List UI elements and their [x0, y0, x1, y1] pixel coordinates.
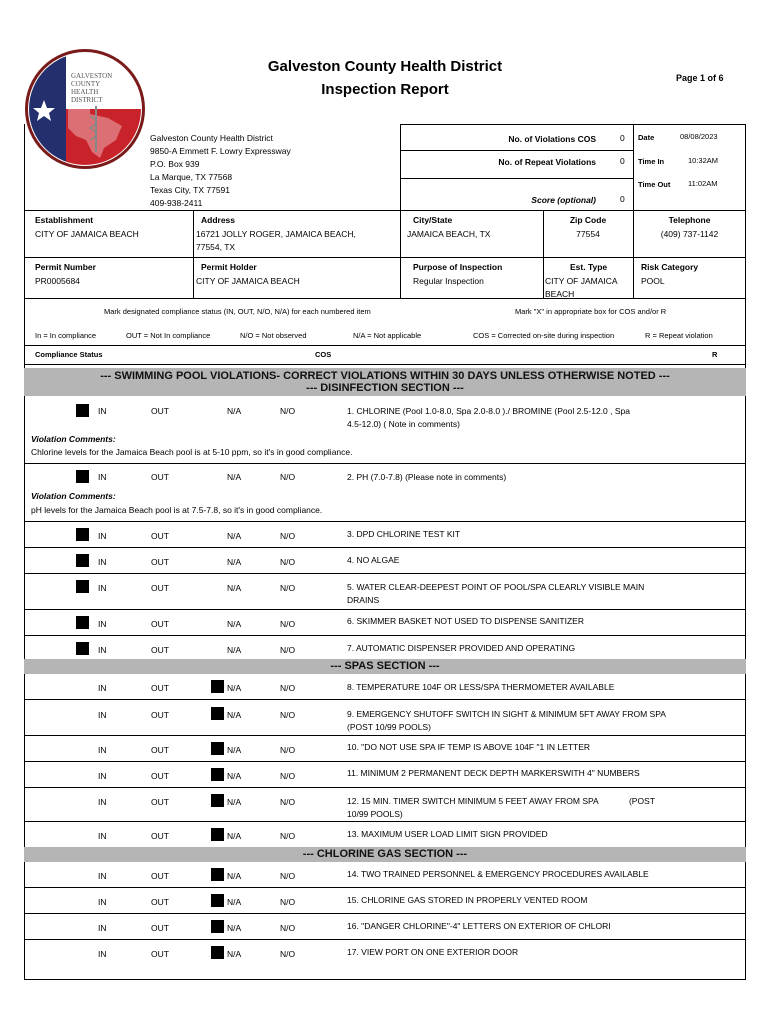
- inspection-item-15: [24, 888, 746, 914]
- status-no: N/O: [280, 645, 296, 655]
- inspection-item-5: [24, 574, 746, 610]
- violation-comment: Chlorine levels for the Jamaica Beach pool is at 5-10 ppm, so it's in good compliance.: [31, 447, 353, 457]
- address-value: 16721 JOLLY ROGER, JAMAICA BEACH, 77554, TX: [196, 229, 356, 252]
- legend-r: R = Repeat violation: [645, 331, 713, 340]
- status-in: IN: [98, 710, 107, 720]
- inspection-item-4: [24, 548, 746, 574]
- inspection-item-17: [24, 940, 746, 980]
- status-no: N/O: [280, 897, 296, 907]
- status-in: IN: [98, 797, 107, 807]
- inspection-item-16: [24, 914, 746, 940]
- telephone-value: (409) 737-1142: [660, 229, 719, 239]
- legend-mark-status: Mark designated compliance status (IN, OUT, N/O, N/A) for each numbered item: [104, 307, 371, 316]
- risk-header: Risk Category: [641, 262, 699, 272]
- item-description: 15. CHLORINE GAS STORED IN PROPERLY VENTED ROOM: [347, 895, 588, 905]
- repeat-count-value: 0: [620, 156, 625, 166]
- na-checkbox[interactable]: [211, 946, 224, 959]
- status-na: N/A: [227, 406, 242, 416]
- status-out: OUT: [151, 619, 169, 629]
- establishment-header: Establishment: [35, 215, 94, 225]
- item-description: 17. VIEW PORT ON ONE EXTERIOR DOOR: [347, 947, 519, 957]
- status-na: N/A: [227, 645, 242, 655]
- legend-na: N/A = Not applicable: [353, 331, 422, 340]
- status-no: N/O: [280, 871, 296, 881]
- divider: [24, 345, 746, 346]
- score-label: Score (optional): [531, 195, 596, 205]
- status-na: N/A: [227, 472, 242, 482]
- status-in: IN: [98, 557, 107, 567]
- risk-value: POOL: [641, 276, 665, 286]
- divider: [400, 210, 401, 298]
- status-no: N/O: [280, 745, 296, 755]
- item-description: 12. 15 MIN. TIMER SWITCH MINIMUM 5 FEET AWAY FROM SPA (POST 10/99 POOLS): [347, 796, 655, 819]
- status-na: N/A: [227, 949, 242, 959]
- status-out: OUT: [151, 557, 169, 567]
- status-na: N/A: [227, 745, 242, 755]
- item-description: 9. EMERGENCY SHUTOFF SWITCH IN SIGHT & MINIMUM 5FT AWAY FROM SPA (POST 10/99 POOLS): [347, 709, 666, 732]
- item-description: 1. CHLORINE (Pool 1.0-8.0, Spa 2.0-8.0 )./ BROMINE (Pool 2.5-12.0 , Spa 4.5-12.0) ( Note in comments): [347, 406, 630, 429]
- zip-value: 77554: [576, 229, 600, 239]
- na-checkbox[interactable]: [211, 894, 224, 907]
- status-no: N/O: [280, 949, 296, 959]
- na-checkbox[interactable]: [211, 920, 224, 933]
- status-no: N/O: [280, 710, 296, 720]
- inspection-item-9: [24, 700, 746, 736]
- in-checkbox[interactable]: [76, 616, 89, 629]
- status-na: N/A: [227, 897, 242, 907]
- status-no: N/O: [280, 797, 296, 807]
- r-column-header: R: [712, 350, 718, 359]
- item-description: 10. "DO NOT USE SPA IF TEMP IS ABOVE 104F "1 IN LETTER: [347, 742, 591, 752]
- status-na: N/A: [227, 871, 242, 881]
- permit-holder-value: CITY OF JAMAICA BEACH: [196, 276, 300, 286]
- agency-address: Galveston County Health District 9850-A Emmett F. Lowry Expressway P.O. Box 939 La Marque, TX 77568 Texas City, TX 77591 409-938-2411: [150, 133, 291, 208]
- status-in: IN: [98, 683, 107, 693]
- status-out: OUT: [151, 583, 169, 593]
- in-checkbox[interactable]: [76, 580, 89, 593]
- time-out-value: 11:02AM: [688, 179, 718, 188]
- item-description: 6. SKIMMER BASKET NOT USED TO DISPENSE SANITIZER: [347, 616, 584, 626]
- status-out: OUT: [151, 871, 169, 881]
- divider: [400, 178, 633, 179]
- legend-out: OUT = Not In compliance: [126, 331, 211, 340]
- violation-comment: pH levels for the Jamaica Beach pool is at 7.5-7.8, so it's in good compliance.: [31, 505, 323, 515]
- status-out: OUT: [151, 683, 169, 693]
- item-description: 8. TEMPERATURE 104F OR LESS/SPA THERMOMETER AVAILABLE: [347, 682, 615, 692]
- inspection-item-11: [24, 762, 746, 788]
- address-header: Address: [201, 215, 236, 225]
- compliance-status-header: Compliance Status: [35, 350, 103, 359]
- status-in: IN: [98, 645, 107, 655]
- status-na: N/A: [227, 771, 242, 781]
- divider: [24, 298, 746, 299]
- status-no: N/O: [280, 831, 296, 841]
- status-in: IN: [98, 871, 107, 881]
- in-checkbox[interactable]: [76, 470, 89, 483]
- divider: [400, 124, 746, 125]
- logo-text: DISTRICT: [71, 96, 103, 104]
- in-checkbox[interactable]: [76, 554, 89, 567]
- status-out: OUT: [151, 645, 169, 655]
- inspection-item-13: [24, 822, 746, 847]
- page-number: Page 1 of 6: [676, 73, 724, 83]
- permit-number-header: Permit Number: [35, 262, 96, 272]
- status-na: N/A: [227, 531, 242, 541]
- status-na: N/A: [227, 619, 242, 629]
- legend-no: N/O = Not observed: [240, 331, 307, 340]
- status-out: OUT: [151, 771, 169, 781]
- cos-column-header: COS: [315, 350, 332, 359]
- na-checkbox[interactable]: [211, 707, 224, 720]
- divider: [24, 257, 746, 258]
- time-in-label: Time In: [638, 157, 665, 166]
- purpose-value: Regular Inspection: [413, 276, 484, 286]
- date-value: 08/08/2023: [680, 132, 718, 141]
- inspection-item-2: [24, 464, 746, 522]
- section-header-spas: --- SPAS SECTION ---: [24, 659, 746, 674]
- establishment-value: CITY OF JAMAICA BEACH: [35, 229, 139, 239]
- score-value: 0: [620, 194, 625, 204]
- status-no: N/O: [280, 923, 296, 933]
- divider: [24, 364, 746, 365]
- status-no: N/O: [280, 472, 296, 482]
- inspection-item-12: [24, 788, 746, 822]
- item-description: 5. WATER CLEAR-DEEPEST POINT OF POOL/SPA CLEARLY VISIBLE MAIN DRAINS: [347, 582, 645, 605]
- divider: [193, 210, 194, 298]
- city-header: City/State: [413, 215, 453, 225]
- status-out: OUT: [151, 531, 169, 541]
- status-no: N/O: [280, 557, 296, 567]
- item-description: 11. MINIMUM 2 PERMANENT DECK DEPTH MARKERSWITH 4" NUMBERS: [347, 768, 640, 778]
- item-description: 16. "DANGER CHLORINE"-4" LETTERS ON EXTERIOR OF CHLORI: [347, 921, 611, 931]
- item-description: 13. MAXIMUM USER LOAD LIMIT SIGN PROVIDED: [347, 829, 548, 839]
- status-no: N/O: [280, 406, 296, 416]
- in-checkbox[interactable]: [76, 642, 89, 655]
- divider: [24, 210, 746, 211]
- status-in: IN: [98, 923, 107, 933]
- na-checkbox[interactable]: [211, 868, 224, 881]
- status-na: N/A: [227, 710, 242, 720]
- zip-header: Zip Code: [569, 215, 607, 225]
- item-description: 7. AUTOMATIC DISPENSER PROVIDED AND OPERATING: [347, 643, 576, 653]
- status-in: IN: [98, 831, 107, 841]
- status-na: N/A: [227, 831, 242, 841]
- status-in: IN: [98, 583, 107, 593]
- report-title: Galveston County Health District: [267, 58, 503, 75]
- purpose-header: Purpose of Inspection: [413, 262, 503, 272]
- status-no: N/O: [280, 583, 296, 593]
- inspection-item-14: [24, 862, 746, 888]
- status-in: IN: [98, 531, 107, 541]
- na-checkbox[interactable]: [211, 828, 224, 841]
- section-header-chlorine-gas: --- CHLORINE GAS SECTION ---: [24, 847, 746, 862]
- logo-text: COUNTY: [71, 80, 101, 88]
- inspection-item-7: [24, 636, 746, 659]
- status-no: N/O: [280, 771, 296, 781]
- status-na: N/A: [227, 557, 242, 567]
- in-checkbox[interactable]: [76, 404, 89, 417]
- status-out: OUT: [151, 406, 169, 416]
- section-header-pool: --- SWIMMING POOL VIOLATIONS- CORRECT VIOLATIONS WITHIN 30 DAYS UNLESS OTHERWISE NOTED --- --- DISINFECTION SECTION ---: [24, 368, 746, 396]
- status-out: OUT: [151, 472, 169, 482]
- inspection-item-3: [24, 522, 746, 548]
- legend-in: In = In compliance: [35, 331, 97, 340]
- est-type-header: Est. Type: [570, 262, 608, 272]
- status-in: IN: [98, 745, 107, 755]
- status-out: OUT: [151, 710, 169, 720]
- inspection-item-8: [24, 674, 746, 700]
- status-out: OUT: [151, 897, 169, 907]
- time-out-label: Time Out: [638, 180, 671, 189]
- inspection-item-1: [24, 398, 746, 464]
- status-out: OUT: [151, 923, 169, 933]
- item-description: 3. DPD CHLORINE TEST KIT: [347, 529, 461, 539]
- logo-text: HEALTH: [71, 88, 99, 96]
- est-type-value: CITY OF JAMAICA BEACH: [545, 276, 618, 299]
- status-na: N/A: [227, 683, 242, 693]
- item-description: 14. TWO TRAINED PERSONNEL & EMERGENCY PROCEDURES AVAILABLE: [347, 869, 649, 879]
- legend-mark-cos: Mark "X" in appropriate box for COS and/or R: [515, 307, 667, 316]
- item-description: 2. PH (7.0-7.8) (Please note in comments): [347, 472, 507, 482]
- inspection-item-6: [24, 610, 746, 636]
- status-no: N/O: [280, 619, 296, 629]
- status-out: OUT: [151, 797, 169, 807]
- logo-text: GALVESTON: [71, 72, 113, 80]
- status-out: OUT: [151, 949, 169, 959]
- permit-holder-header: Permit Holder: [201, 262, 257, 272]
- in-checkbox[interactable]: [76, 528, 89, 541]
- status-in: IN: [98, 619, 107, 629]
- divider: [633, 124, 634, 210]
- status-in: IN: [98, 949, 107, 959]
- status-no: N/O: [280, 531, 296, 541]
- status-in: IN: [98, 472, 107, 482]
- status-no: N/O: [280, 683, 296, 693]
- time-in-value: 10:32AM: [688, 156, 719, 165]
- violation-comments-label: Violation Comments:: [31, 434, 116, 444]
- status-in: IN: [98, 771, 107, 781]
- status-na: N/A: [227, 797, 242, 807]
- city-value: JAMAICA BEACH, TX: [407, 229, 491, 239]
- status-na: N/A: [227, 923, 242, 933]
- legend-cos: COS = Corrected on-site during inspection: [473, 331, 615, 340]
- repeat-count-label: No. of Repeat Violations: [498, 157, 596, 167]
- item-description: 4. NO ALGAE: [347, 555, 400, 565]
- na-checkbox[interactable]: [211, 742, 224, 755]
- status-out: OUT: [151, 745, 169, 755]
- status-out: OUT: [151, 831, 169, 841]
- report-subtitle: Inspection Report: [321, 81, 449, 98]
- na-checkbox[interactable]: [211, 768, 224, 781]
- inspection-item-10: [24, 736, 746, 762]
- status-in: IN: [98, 897, 107, 907]
- na-checkbox[interactable]: [211, 794, 224, 807]
- date-label: Date: [638, 133, 655, 142]
- cos-count-label: No. of Violations COS: [508, 134, 596, 144]
- status-na: N/A: [227, 583, 242, 593]
- permit-number-value: PR0005684: [35, 276, 80, 286]
- status-in: IN: [98, 406, 107, 416]
- telephone-header: Telephone: [668, 215, 711, 225]
- divider: [400, 150, 633, 151]
- cos-count-value: 0: [620, 133, 625, 143]
- na-checkbox[interactable]: [211, 680, 224, 693]
- violation-comments-label: Violation Comments:: [31, 491, 116, 501]
